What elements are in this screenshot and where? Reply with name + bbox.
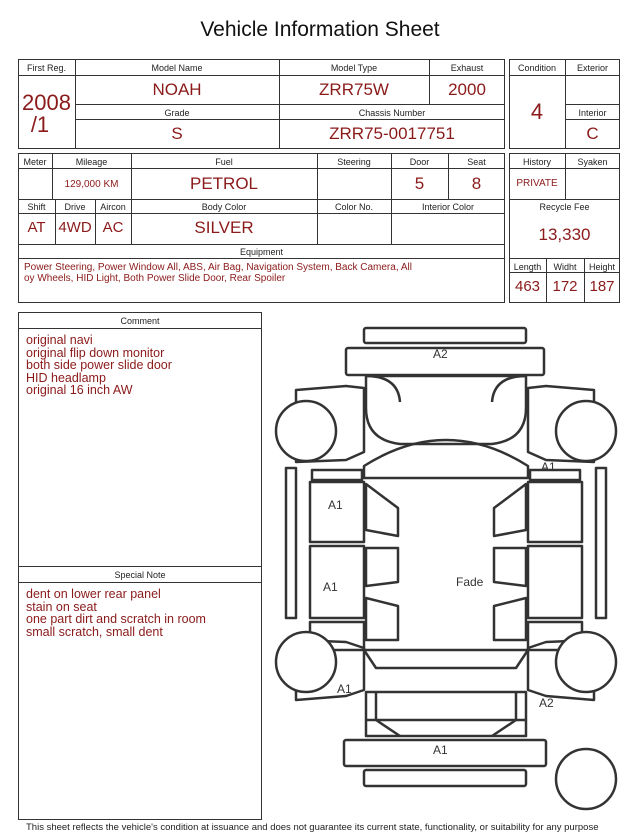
special-note-label: Special Note <box>114 570 166 580</box>
shift-value: AT <box>27 219 46 236</box>
body-color-label: Body Color <box>201 202 247 212</box>
door-value: 5 <box>414 174 425 193</box>
interior-label: Interior <box>578 108 607 118</box>
mark-right-rear: A2 <box>539 696 554 710</box>
rear-right-wheel <box>556 632 616 692</box>
drive-label: Drive <box>64 202 86 212</box>
windshield <box>364 440 528 478</box>
rear-left-wheel <box>276 632 336 692</box>
divider <box>509 258 620 259</box>
syaken-label: Syaken <box>577 157 608 167</box>
left-front-window <box>366 484 398 536</box>
special-note-line: one part dirt and scratch in room <box>26 612 206 626</box>
front-right-wheel <box>556 401 616 461</box>
left-rear-window <box>366 598 398 640</box>
front-bumper-top <box>364 328 526 343</box>
interior-color-label: Interior Color <box>421 202 475 212</box>
color-no-label: Color No. <box>334 202 373 212</box>
special-note-line: small scratch, small dent <box>26 624 163 639</box>
divider <box>18 244 505 245</box>
divider <box>509 168 620 169</box>
rear-window <box>364 650 528 668</box>
interior-value: C <box>586 124 599 143</box>
door-label: Door <box>409 157 430 167</box>
condition-label: Condition <box>517 63 557 73</box>
comment-line: original navi <box>26 333 93 347</box>
grade-value: S <box>171 124 183 143</box>
mark-center: Fade <box>456 575 484 589</box>
comment-label: Comment <box>120 316 160 326</box>
equipment-line-2: oy Wheels, HID Light, Both Power Slide Door, Rear Spoiler <box>24 273 286 284</box>
roof <box>402 508 490 640</box>
chassis-label: Chassis Number <box>358 108 426 118</box>
length-value: 463 <box>514 278 541 295</box>
width-label: Widht <box>553 262 577 272</box>
left-front-door <box>310 482 364 542</box>
page-title: Vehicle Information Sheet <box>200 18 440 41</box>
special-note-line: stain on seat <box>26 599 97 614</box>
divider <box>75 75 505 76</box>
height-label: Height <box>588 262 615 272</box>
condition-value: 4 <box>530 99 544 124</box>
mark-left-rear: A1 <box>337 682 352 696</box>
first-reg-label: First Reg. <box>26 63 66 73</box>
tailgate-right-edge <box>492 692 516 736</box>
mileage-value: 129,000 KM <box>64 179 119 190</box>
fuel-label: Fuel <box>215 157 233 167</box>
tailgate-left-edge <box>376 692 400 736</box>
divider <box>18 258 505 259</box>
exhaust-label: Exhaust <box>450 63 484 73</box>
divider <box>18 75 75 76</box>
exterior-label: Exterior <box>576 63 608 73</box>
body-color-value: SILVER <box>194 218 254 237</box>
fuel-value: PETROL <box>189 174 259 193</box>
mark-left-mid: A1 <box>323 580 338 594</box>
divider <box>18 199 505 200</box>
comment-line: original 16 inch AW <box>26 383 133 397</box>
front-left-wheel <box>276 401 336 461</box>
width-value: 172 <box>552 278 578 295</box>
height-value: 187 <box>589 278 615 295</box>
first-reg-month: /1 <box>30 112 50 137</box>
aircon-value: AC <box>102 219 124 236</box>
left-sill <box>286 468 296 618</box>
model-type-label: Model Type <box>330 63 378 73</box>
length-label: Length <box>513 262 542 272</box>
drive-value: 4WD <box>58 219 92 236</box>
history-value: PRIVATE <box>516 178 558 189</box>
model-name-value: NOAH <box>152 80 202 99</box>
model-name-label: Model Name <box>151 63 203 73</box>
right-rear-window <box>494 598 526 640</box>
divider <box>18 566 262 567</box>
divider <box>18 213 505 214</box>
divider <box>565 104 620 105</box>
special-note-line: dent on lower rear panel <box>26 587 161 601</box>
mileage-label: Mileage <box>75 157 108 167</box>
equipment-label: Equipment <box>239 247 284 257</box>
right-middle-window <box>494 548 526 586</box>
meter-label: Meter <box>23 157 47 167</box>
left-middle-window <box>366 548 398 586</box>
rear-bumper-bottom <box>364 770 526 786</box>
hood-curve-left <box>366 376 400 402</box>
divider <box>75 104 505 105</box>
comment-line: both side power slide door <box>26 358 172 372</box>
divider <box>509 272 620 273</box>
grade-label: Grade <box>164 108 190 118</box>
steering-label: Steering <box>337 157 371 167</box>
divider <box>18 168 505 169</box>
comment-line: HID headlamp <box>26 370 106 385</box>
disclaimer: This sheet reflects the vehicle's condition at issuance and does not guarantee its current state, functionality, or suitability for any purpose <box>26 822 599 833</box>
seat-label: Seat <box>467 157 486 167</box>
exhaust-value: 2000 <box>448 80 486 99</box>
recycle-fee-label: Recycle Fee <box>539 202 590 212</box>
equipment-line-1: Power Steering, Power Window All, ABS, Air Bag, Navigation System, Back Camera, All <box>24 262 412 273</box>
mark-right-front: A1 <box>541 460 556 474</box>
mark-left-front: A1 <box>328 498 343 512</box>
right-slide-door <box>528 546 582 618</box>
right-front-window <box>494 484 526 536</box>
right-front-door <box>528 482 582 542</box>
model-type-value: ZRR75W <box>319 80 389 99</box>
spare-wheel <box>556 749 616 809</box>
mark-bottom: A1 <box>433 743 448 757</box>
hood <box>366 376 526 444</box>
left-a-pillar <box>312 470 362 480</box>
seat-value: 8 <box>471 174 482 193</box>
hood-curve-right <box>492 376 526 402</box>
divider <box>75 119 505 120</box>
first-reg-year: 2008 <box>22 90 71 115</box>
divider <box>509 199 620 200</box>
divider <box>18 582 262 583</box>
mark-top: A2 <box>433 347 448 361</box>
history-label: History <box>522 157 551 167</box>
divider <box>509 75 620 76</box>
divider <box>565 119 620 120</box>
shift-label: Shift <box>27 202 46 212</box>
chassis-value: ZRR75-0017751 <box>329 124 455 143</box>
comment-line: original flip down monitor <box>26 345 165 360</box>
recycle-fee-value: 13,330 <box>538 225 591 244</box>
car-damage-diagram <box>262 318 632 818</box>
divider <box>18 328 262 329</box>
aircon-label: Aircon <box>100 202 126 212</box>
right-sill <box>596 468 606 618</box>
